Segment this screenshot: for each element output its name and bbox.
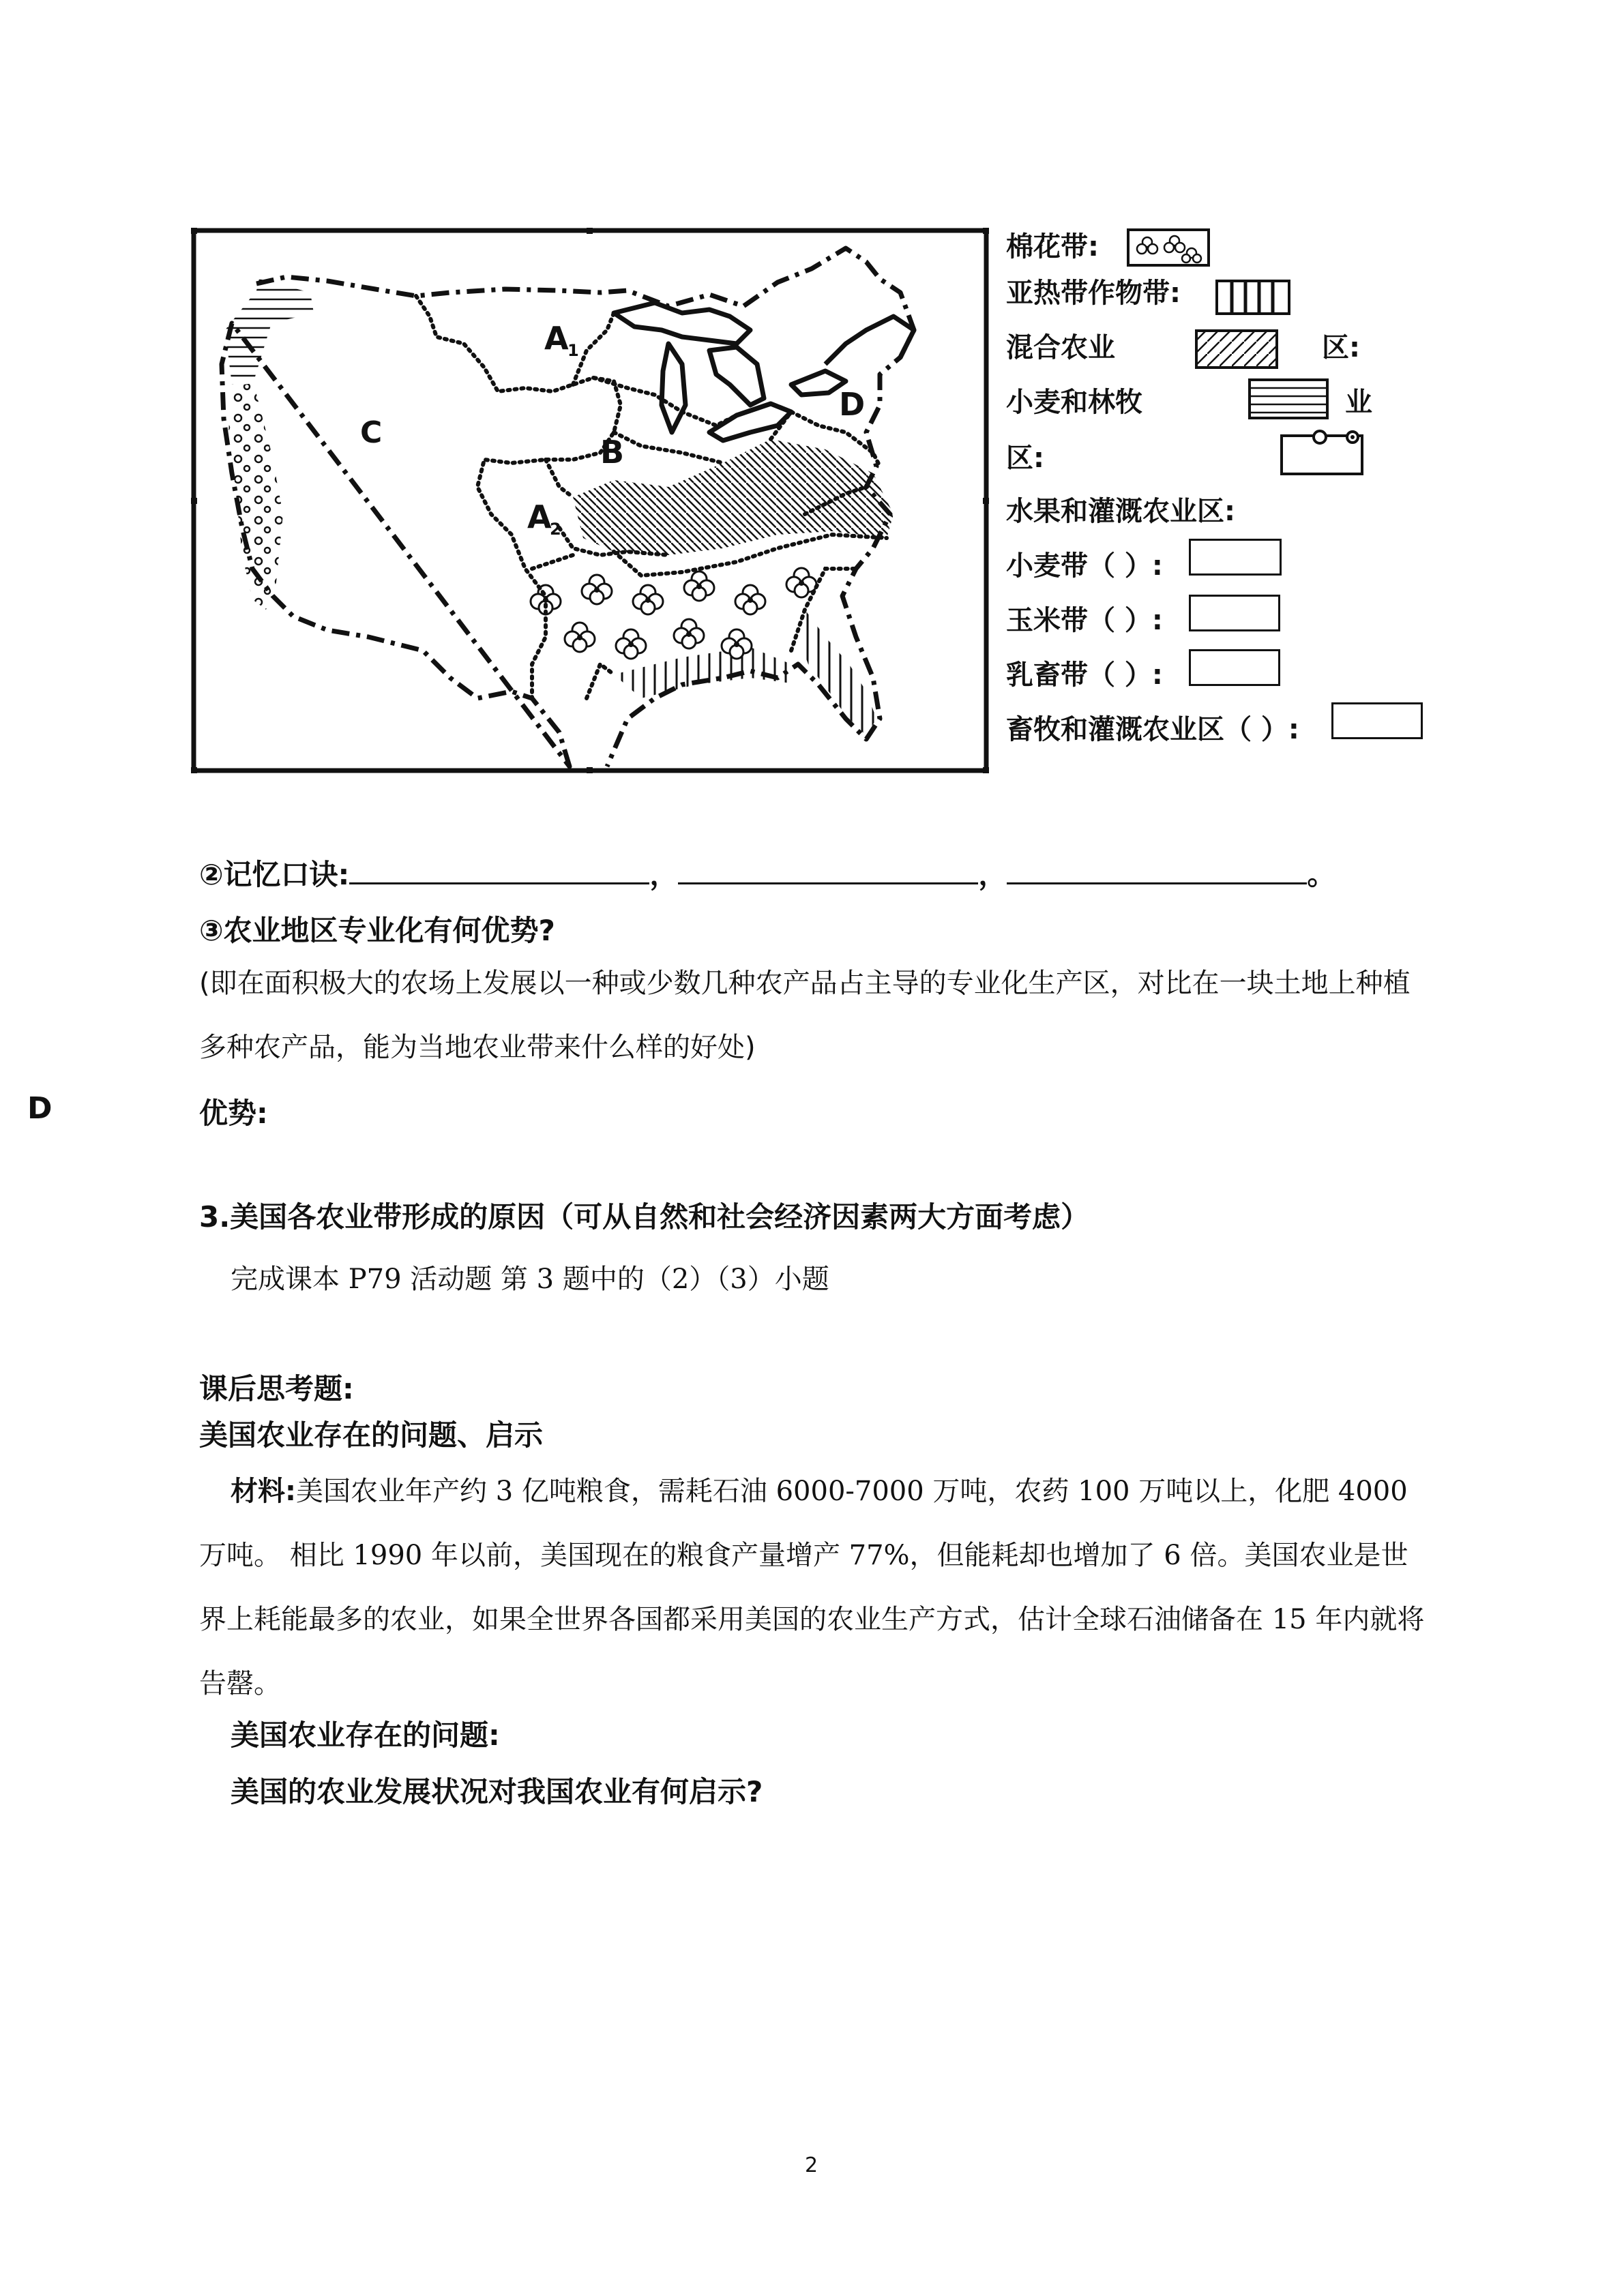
legend-mixed-suffix: 区: bbox=[1322, 332, 1360, 363]
advantage-label: 优势: bbox=[199, 1097, 268, 1130]
legend-mixed-swatch bbox=[1195, 329, 1278, 369]
memory-comma-2: ， bbox=[978, 858, 1007, 891]
problem-question: 美国农业存在的问题: bbox=[231, 1718, 500, 1752]
usa-agriculture-map bbox=[191, 228, 989, 773]
map-label-a1-sub: 1 bbox=[567, 341, 579, 360]
side-marker: D bbox=[27, 1091, 53, 1126]
specialization-question: ③农业地区专业化有何优势? bbox=[199, 914, 555, 947]
memory-blank-2[interactable] bbox=[678, 859, 978, 884]
memory-blank-3[interactable] bbox=[1007, 859, 1307, 884]
legend-subtropical-swatch bbox=[1215, 280, 1290, 315]
legend-fruit-swatch bbox=[1279, 426, 1368, 477]
map-label-d: D bbox=[839, 386, 866, 423]
map-label-a1: A bbox=[544, 320, 569, 357]
legend-cotton-label: 棉花带: bbox=[1006, 231, 1099, 263]
specialization-note: (即在面积极大的农场上发展以一种或少数几种农产品占主导的专业化生产区，对比在一块土地上种植多种农产品，能为当地农业带来什么样的好处) bbox=[199, 968, 1411, 1063]
map-label-c: C bbox=[360, 415, 383, 450]
after-class-topic: 美国农业存在的问题、启示 bbox=[199, 1418, 544, 1452]
material-text: 美国农业年产约 3 亿吨粮食，需耗石油 6000-7000 万吨，农药 100 万吨以上，化肥 4000 万吨。 相比 1990 年以前，美国现在的粮食产量增产 77%，但能耗却也增加了 6 倍。美国农业是世界上耗能最多的农业，如果全世界各国都采用美国的农业生产方式，估计全球石油储备在 15 年内就将告罄。 bbox=[199, 1476, 1425, 1699]
legend-wheat-forest-label: 小麦和林牧 bbox=[1006, 387, 1142, 418]
memory-comma-1: ， bbox=[649, 858, 679, 891]
legend-subtropical-label: 亚热带作物带: bbox=[1006, 278, 1181, 309]
legend-dairy-belt-label: 乳畜带（ ）: bbox=[1006, 659, 1163, 691]
enlightenment-question: 美国的农业发展状况对我国农业有何启示? bbox=[231, 1775, 763, 1808]
legend-wheat-forest-swatch bbox=[1248, 378, 1329, 419]
legend-livestock-label: 畜牧和灌溉农业区（ ）: bbox=[1006, 714, 1299, 745]
map-label-a2-sub: 2 bbox=[550, 520, 561, 539]
legend-dairy-belt-box bbox=[1189, 649, 1280, 686]
legend-wheat-forest-region: 区: bbox=[1006, 443, 1044, 474]
after-class-heading: 课后思考题: bbox=[199, 1372, 354, 1405]
section3-task: 完成课本 P79 活动题 第 3 题中的（2）（3）小题 bbox=[231, 1264, 829, 1295]
legend-cotton-swatch bbox=[1127, 228, 1210, 267]
legend-livestock-box bbox=[1331, 702, 1423, 739]
memory-period: 。 bbox=[1307, 858, 1336, 891]
legend-mixed-label: 混合农业 bbox=[1006, 332, 1115, 363]
section3-title: 3.美国各农业带形成的原因（可从自然和社会经济因素两大方面考虑） bbox=[199, 1200, 1090, 1234]
memory-blank-1[interactable] bbox=[349, 859, 649, 884]
map-label-b: B bbox=[600, 434, 625, 471]
legend-fruit-label: 水果和灌溉农业区: bbox=[1006, 496, 1235, 527]
legend-wheat-belt-box bbox=[1189, 539, 1282, 576]
map-label-a2: A bbox=[527, 498, 552, 535]
memory-rhyme-line bbox=[199, 858, 1335, 892]
material-label: 材料: bbox=[231, 1476, 296, 1507]
legend-corn-belt-label: 玉米带（ ）: bbox=[1006, 605, 1163, 636]
memory-rhyme-label: ②记忆口诀: bbox=[199, 858, 350, 891]
legend-corn-belt-box bbox=[1189, 595, 1280, 631]
material-paragraph bbox=[199, 1459, 1430, 1716]
page-number: 2 bbox=[805, 2153, 818, 2177]
legend-wheat-belt-label: 小麦带（ ）: bbox=[1006, 550, 1163, 582]
legend-wheat-forest-suffix: 业 bbox=[1345, 387, 1372, 418]
